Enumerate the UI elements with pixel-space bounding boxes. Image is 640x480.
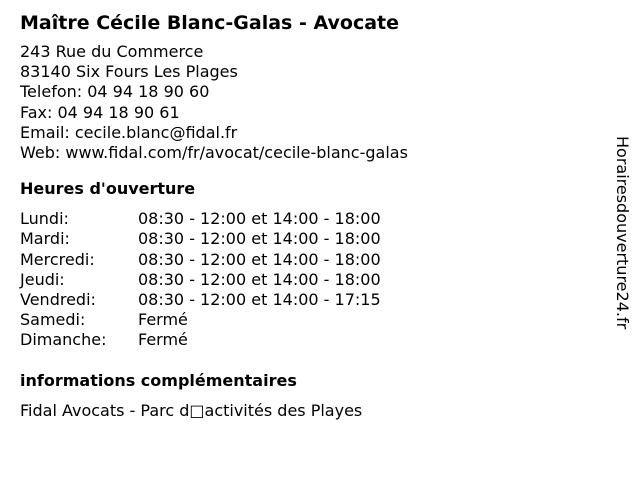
business-name: Maître Cécile Blanc-Galas - Avocate xyxy=(20,12,399,34)
day-label: Vendredi: xyxy=(20,290,96,310)
address-street: 243 Rue du Commerce xyxy=(20,42,204,61)
hours-value: 08:30 - 12:00 et 14:00 - 18:00 xyxy=(138,249,381,269)
hours-row-mercredi xyxy=(20,250,600,270)
opening-hours-heading: Heures d'ouverture xyxy=(20,179,196,199)
hours-value: 08:30 - 12:00 et 14:00 - 17:15 xyxy=(138,290,381,310)
hours-value: 08:30 - 12:00 et 14:00 - 18:00 xyxy=(138,269,381,289)
day-label: Dimanche: xyxy=(20,330,107,350)
day-label: Jeudi: xyxy=(20,269,65,289)
hours-value: Fermé xyxy=(138,330,188,350)
website-url: Web: www.fidal.com/fr/avocat/cecile-blanc-galas xyxy=(20,143,408,163)
email-address: Email: cecile.blanc@fidal.fr xyxy=(20,122,238,142)
hours-row-mardi xyxy=(20,229,600,249)
hours-value: 08:30 - 12:00 et 14:00 - 18:00 xyxy=(138,209,381,229)
hours-row-dimanche xyxy=(20,330,600,350)
day-label: Lundi: xyxy=(20,209,69,229)
fax-number: Fax: 04 94 18 90 61 xyxy=(20,102,180,122)
hours-row-lundi xyxy=(20,209,600,229)
additional-info-heading: informations complémentaires xyxy=(20,370,297,390)
hours-value: Fermé xyxy=(138,310,188,330)
business-card xyxy=(20,10,600,421)
additional-info-text: Fidal Avocats - Parc d□activités des Playes xyxy=(20,400,363,420)
day-label: Mardi: xyxy=(20,229,70,249)
hours-value: 08:30 - 12:00 et 14:00 - 18:00 xyxy=(138,229,381,249)
hours-row-jeudi xyxy=(20,270,600,290)
day-label: Mercredi: xyxy=(20,249,95,269)
site-watermark: Horairesdouverture24.fr xyxy=(613,136,632,330)
address-city: 83140 Six Fours Les Plages xyxy=(20,62,238,82)
hours-row-samedi xyxy=(20,310,600,330)
day-label: Samedi: xyxy=(20,310,86,330)
phone-number: Telefon: 04 94 18 90 60 xyxy=(20,82,210,102)
contact-block xyxy=(20,42,600,163)
hours-row-vendredi xyxy=(20,290,600,310)
opening-hours-table xyxy=(20,209,600,350)
